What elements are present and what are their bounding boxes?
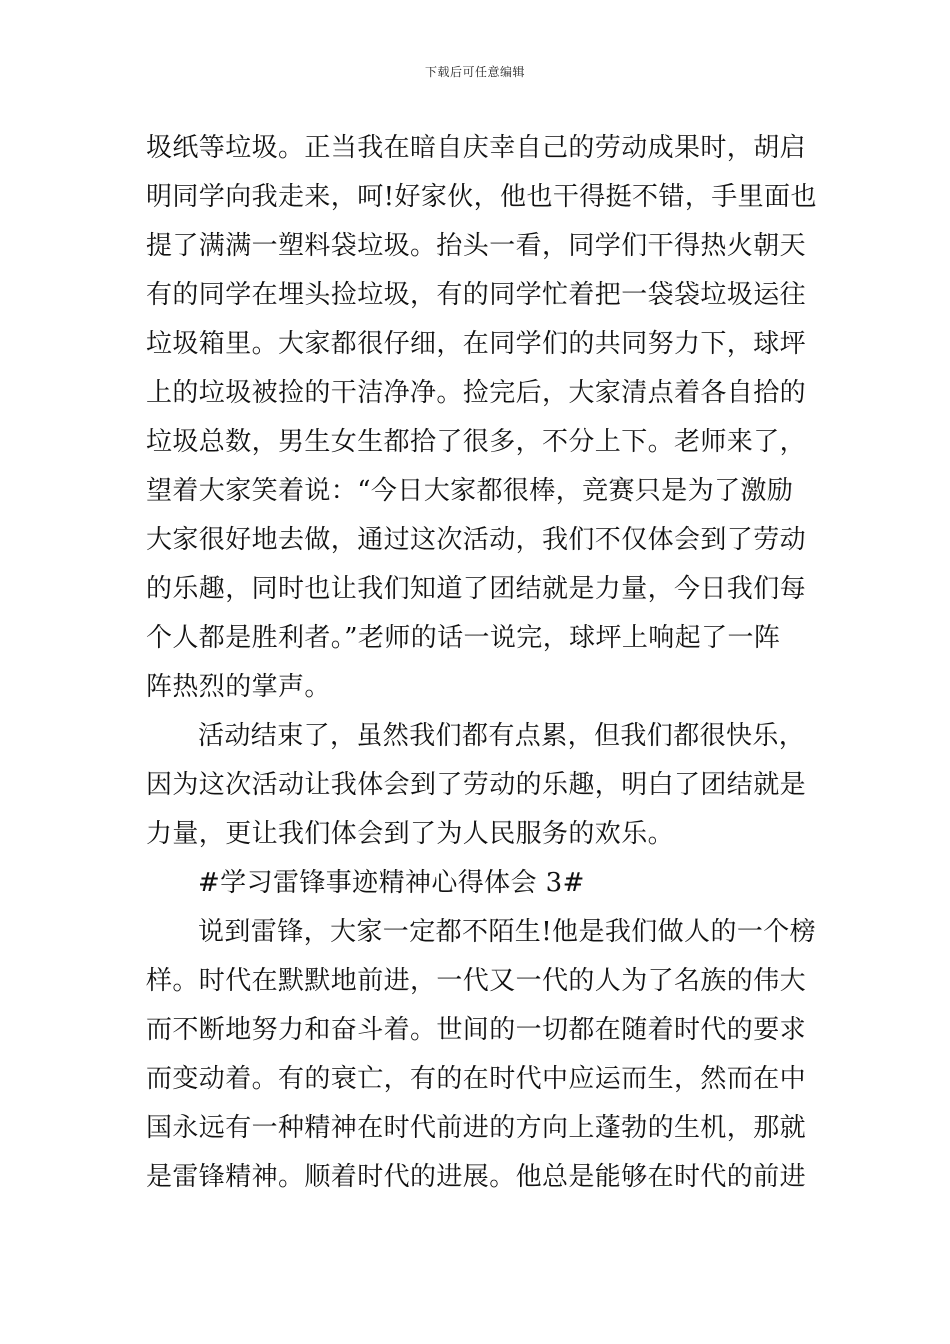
text-line: 提了满满一塑料袋垃圾。抬头一看，同学们干得热火朝天 [146,231,807,261]
heading-text: #学习雷锋事迹精神心得体会 3# [198,868,585,898]
text-line: 的乐趣，同时也让我们知道了团结就是力量，今日我们每 [146,574,807,604]
text-line: 上的垃圾被捡的干洁净净。捡完后，大家清点着各自拾的 [146,378,807,408]
text-line: 望着大家笑着说：“今日大家都很棒，竞赛只是为了激励 [146,476,794,506]
page-header: 下载后可任意编辑 [424,65,525,79]
section-heading [146,859,810,908]
document-body [146,124,817,1202]
text-line: 是雷锋精神。顺着时代的进展。他总是能够在时代的前进 [146,1162,807,1192]
text-line: 大家很好地去做，通过这次活动，我们不仅体会到了劳动 [146,525,807,555]
text-line: 阵热烈的掌声。 [146,672,331,702]
text-line: 活动结束了，虽然我们都有点累，但我们都很快乐， [198,721,806,751]
text-line: 垃圾箱里。大家都很仔细，在同学们的共同努力下，球坪 [146,329,807,359]
text-line: 国永远有一种精神在时代前进的方向上蓬勃的生机，那就 [146,1113,807,1143]
paragraph-1 [146,124,817,712]
text-line: 圾纸等垃圾。正当我在暗自庆幸自己的劳动成果时，胡启 [146,133,807,163]
text-line: 垃圾总数，男生女生都拾了很多，不分上下。老师来了， [146,427,807,457]
paragraph-3 [146,908,817,1202]
text-line: 明同学向我走来，呵!好家伙，他也干得挺不错，手里面也 [146,182,817,212]
paragraph-2 [146,712,810,859]
text-line: 因为这次活动让我体会到了劳动的乐趣，明白了团结就是 [146,770,807,800]
text-line: 样。时代在默默地前进，一代又一代的人为了名族的伟大 [146,966,807,996]
text-line: 个人都是胜利者。”老师的话一说完，球坪上响起了一阵 [146,623,781,653]
text-line: 而变动着。有的衰亡，有的在时代中应运而生，然而在中 [146,1064,807,1094]
text-line: 而不断地努力和奋斗着。世间的一切都在随着时代的要求 [146,1015,807,1045]
text-line: 力量，更让我们体会到了为人民服务的欢乐。 [146,819,675,849]
text-line: 有的同学在埋头捡垃圾，有的同学忙着把一袋袋垃圾运往 [146,280,807,310]
text-line: 说到雷锋，大家一定都不陌生!他是我们做人的一个榜 [198,917,817,947]
